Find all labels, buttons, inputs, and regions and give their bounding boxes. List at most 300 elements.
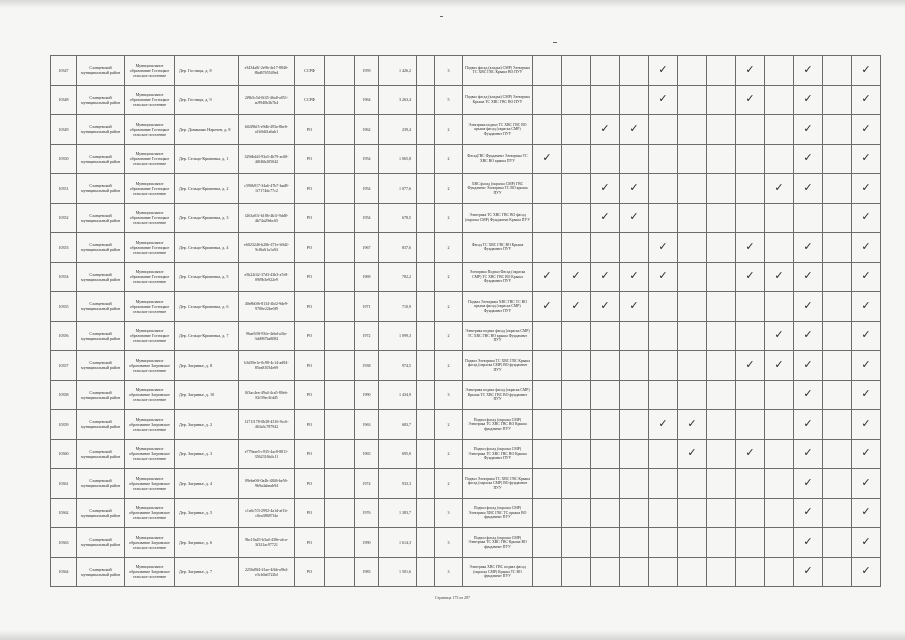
empty-check-cell <box>533 557 562 587</box>
checkmark-icon: ✓ <box>562 262 591 292</box>
checkmark-icon: ✓ <box>736 233 765 263</box>
guid-cell: f263a01f-b186-4b1f-9dd8-4b74a29ebc65 <box>239 203 295 233</box>
empty-check-cell <box>591 144 620 174</box>
empty-check-cell <box>678 557 707 587</box>
checkmark-icon: ✓ <box>620 203 649 233</box>
row-id: 10361 <box>51 469 77 499</box>
empty-check-cell <box>562 203 591 233</box>
area-cell: 1 383,7 <box>379 498 417 528</box>
floors-cell: 2 <box>435 469 463 499</box>
table-row <box>51 144 881 174</box>
empty-check-cell <box>562 321 591 351</box>
checkmark-icon: ✓ <box>794 439 823 469</box>
municipality-cell: Муниципальное образование Загривское сельское поселение <box>125 380 175 410</box>
table-row <box>51 233 881 263</box>
municipality-cell: Муниципальное образование Загривское сельское поселение <box>125 498 175 528</box>
row-id: 10347 <box>51 56 77 86</box>
empty-check-cell <box>533 85 562 115</box>
table-row <box>51 56 881 86</box>
row-id: 10356 <box>51 321 77 351</box>
empty-check-cell <box>765 292 794 322</box>
empty-cell <box>325 380 355 410</box>
municipality-cell: Муниципальное образование Гостицкое сельское поселение <box>125 115 175 145</box>
empty-cell <box>417 115 435 145</box>
fund-type-cell: ССРФ <box>295 56 325 86</box>
empty-check-cell <box>707 115 736 145</box>
empty-check-cell <box>823 380 852 410</box>
checkmark-icon: ✓ <box>852 262 881 292</box>
address-cell: Дер. Доманино Нарочев, д. 8 <box>175 115 239 145</box>
empty-check-cell <box>591 498 620 528</box>
empty-cell <box>417 56 435 86</box>
empty-check-cell <box>707 292 736 322</box>
fund-type-cell: РО <box>295 233 325 263</box>
housing-register-table <box>50 55 881 587</box>
floors-cell: 3 <box>435 528 463 558</box>
scan-edge-top <box>0 0 905 8</box>
empty-check-cell <box>765 498 794 528</box>
fund-type-cell: РО <box>295 557 325 587</box>
district-cell: Сланцевский муниципальный район <box>77 144 125 174</box>
empty-check-cell <box>736 321 765 351</box>
works-cell: Электрика подвал ТС ХВС ГВС ВО крыша фасад (окраска СМР) Фундамент ПУУ <box>463 115 533 145</box>
empty-check-cell <box>649 292 678 322</box>
empty-check-cell <box>707 380 736 410</box>
empty-check-cell <box>591 233 620 263</box>
guid-cell: 40e8b0f6-8134-4bf2-9de9-9786e22be0f9 <box>239 292 295 322</box>
empty-check-cell <box>562 233 591 263</box>
empty-cell <box>417 469 435 499</box>
empty-check-cell <box>533 410 562 440</box>
empty-check-cell <box>620 380 649 410</box>
checkmark-icon: ✓ <box>794 469 823 499</box>
empty-check-cell <box>591 321 620 351</box>
address-cell: Дер. Загривье, д. 10 <box>175 380 239 410</box>
works-cell: Электрика подвал фасад (окраска СМР) ТС ХВС ГВС ВО крыша Фундамент ПУУ <box>463 321 533 351</box>
empty-check-cell <box>591 351 620 381</box>
checkmark-icon: ✓ <box>533 292 562 322</box>
row-id: 10348 <box>51 85 77 115</box>
district-cell: Сланцевский муниципальный район <box>77 528 125 558</box>
area-cell: 678,5 <box>379 203 417 233</box>
empty-check-cell <box>533 115 562 145</box>
empty-check-cell <box>562 174 591 204</box>
empty-check-cell <box>649 439 678 469</box>
fund-type-cell: РО <box>295 439 325 469</box>
works-cell: ФасадГВС Фундамент Электрика ТС ХВС ВО крыша ПУУ <box>463 144 533 174</box>
empty-check-cell <box>707 85 736 115</box>
empty-check-cell <box>649 203 678 233</box>
district-cell: Сланцевский муниципальный район <box>77 174 125 204</box>
empty-check-cell <box>533 498 562 528</box>
works-cell: Подвал фасад (кладка) СМР) Электрика ТС ХВС ГВС Крыша ВО ПУУ <box>463 56 533 86</box>
works-cell: Подвал Электрика ХВС ГВС ТС ВО крыша фасад (окраска СМР) Фундамент ПУУ <box>463 292 533 322</box>
guid-cell: b3d39e1e-0c98-4c14-ad94-85ea81034e69 <box>239 351 295 381</box>
empty-check-cell <box>736 410 765 440</box>
checkmark-icon: ✓ <box>794 410 823 440</box>
empty-check-cell <box>707 410 736 440</box>
empty-check-cell <box>649 557 678 587</box>
checkmark-icon: ✓ <box>649 410 678 440</box>
checkmark-icon: ✓ <box>852 144 881 174</box>
table-row <box>51 292 881 322</box>
empty-cell <box>325 174 355 204</box>
empty-check-cell <box>591 380 620 410</box>
guid-cell: 0f3ac4ea-49a4-4ca5-80eb-82f39ec3fdd5 <box>239 380 295 410</box>
year-cell: 1938 <box>355 351 379 381</box>
year-cell: 1972 <box>355 321 379 351</box>
municipality-cell: Муниципальное образование Гостицкое сельское поселение <box>125 292 175 322</box>
year-cell: 1990 <box>355 380 379 410</box>
scan-mark <box>553 42 557 43</box>
scan-mark <box>440 16 443 17</box>
floors-cell: 2 <box>435 144 463 174</box>
empty-check-cell <box>562 557 591 587</box>
area-cell: 1 099,3 <box>379 321 417 351</box>
checkmark-icon: ✓ <box>852 85 881 115</box>
district-cell: Сланцевский муниципальный район <box>77 233 125 263</box>
checkmark-icon: ✓ <box>620 262 649 292</box>
checkmark-icon: ✓ <box>794 262 823 292</box>
empty-check-cell <box>620 144 649 174</box>
row-id: 10355 <box>51 292 77 322</box>
empty-cell <box>325 233 355 263</box>
empty-check-cell <box>823 469 852 499</box>
row-id: 10358 <box>51 380 77 410</box>
municipality-cell: Муниципальное образование Гостицкое сельское поселение <box>125 262 175 292</box>
checkmark-icon: ✓ <box>852 528 881 558</box>
row-id: 10363 <box>51 528 77 558</box>
row-id: 10359 <box>51 410 77 440</box>
empty-check-cell <box>678 262 707 292</box>
empty-check-cell <box>562 56 591 86</box>
checkmark-icon: ✓ <box>852 203 881 233</box>
address-cell: Дер. Сельцо-Кримовка, д. 5 <box>175 262 239 292</box>
district-cell: Сланцевский муниципальный район <box>77 469 125 499</box>
municipality-cell: Муниципальное образование Загривское сельское поселение <box>125 410 175 440</box>
empty-check-cell <box>562 439 591 469</box>
empty-check-cell <box>707 321 736 351</box>
empty-check-cell <box>707 56 736 86</box>
checkmark-icon: ✓ <box>649 262 678 292</box>
checkmark-icon: ✓ <box>591 115 620 145</box>
works-cell: Электрика подвал фасад (окраска СМР) Крыша ТС ХВС ГВС ВО фундамент ПУУ <box>463 380 533 410</box>
municipality-cell: Муниципальное образование Гостицкое сельское поселение <box>125 321 175 351</box>
empty-check-cell <box>678 174 707 204</box>
floors-cell: 2 <box>435 351 463 381</box>
empty-cell <box>417 498 435 528</box>
empty-cell <box>417 203 435 233</box>
checkmark-icon: ✓ <box>794 321 823 351</box>
checkmark-icon: ✓ <box>794 115 823 145</box>
empty-cell <box>417 557 435 587</box>
empty-check-cell <box>591 528 620 558</box>
table-row <box>51 439 881 469</box>
fund-type-cell: РО <box>295 203 325 233</box>
district-cell: Сланцевский муниципальный район <box>77 321 125 351</box>
row-id: 10350 <box>51 144 77 174</box>
table-row <box>51 115 881 145</box>
empty-cell <box>325 262 355 292</box>
year-cell: 1967 <box>355 233 379 263</box>
table-row <box>51 85 881 115</box>
address-cell: Дер. Сельцо-Кримовка, д. 7 <box>175 321 239 351</box>
table-row <box>51 557 881 587</box>
empty-check-cell <box>620 351 649 381</box>
empty-check-cell <box>823 115 852 145</box>
empty-check-cell <box>823 203 852 233</box>
checkmark-icon: ✓ <box>794 56 823 86</box>
floors-cell: 2 <box>435 262 463 292</box>
guid-cell: 2f9b5c5d-0f45-46a8-a051-ac9940b3b7b4 <box>239 85 295 115</box>
empty-check-cell <box>533 321 562 351</box>
checkmark-icon: ✓ <box>852 410 881 440</box>
row-id: 10364 <box>51 557 77 587</box>
fund-type-cell: РО <box>295 292 325 322</box>
table-row <box>51 410 881 440</box>
empty-cell <box>417 233 435 263</box>
empty-check-cell <box>562 528 591 558</box>
empty-check-cell <box>533 439 562 469</box>
floors-cell: 3 <box>435 380 463 410</box>
empty-check-cell <box>620 557 649 587</box>
checkmark-icon: ✓ <box>533 262 562 292</box>
guid-cell: 1271f178-0b38-4316-9cc6-463a3c787942 <box>239 410 295 440</box>
municipality-cell: Муниципальное образование Загривское сельское поселение <box>125 528 175 558</box>
year-cell: 1976 <box>355 498 379 528</box>
guid-cell: e5b22f42-37d3-43b3-a7e8-09f9b3e922e9 <box>239 262 295 292</box>
guid-cell: e6023246-b20b-471e-b9d2-9c8fa61a1a94 <box>239 233 295 263</box>
empty-check-cell <box>823 262 852 292</box>
fund-type-cell: РО <box>295 528 325 558</box>
address-cell: Дер. Загривье, д. 4 <box>175 469 239 499</box>
empty-cell <box>325 203 355 233</box>
district-cell: Сланцевский муниципальный район <box>77 380 125 410</box>
empty-check-cell <box>591 439 620 469</box>
table-row <box>51 321 881 351</box>
area-cell: 695,0 <box>379 439 417 469</box>
checkmark-icon: ✓ <box>620 174 649 204</box>
empty-cell <box>325 498 355 528</box>
address-cell: Дер. Загривье, д. 2 <box>175 410 239 440</box>
empty-check-cell <box>678 203 707 233</box>
checkmark-icon: ✓ <box>736 85 765 115</box>
municipality-cell: Муниципальное образование Гостицкое сельское поселение <box>125 203 175 233</box>
checkmark-icon: ✓ <box>649 85 678 115</box>
works-cell: ХВС фасад (окраска СМР) ГВС Фундамент Электрика ТС ВО крыша ПУУ <box>463 174 533 204</box>
checkmark-icon: ✓ <box>794 292 823 322</box>
table-row <box>51 351 881 381</box>
empty-check-cell <box>678 351 707 381</box>
guid-cell: 96ae5f0f-93fe-4ebd-a3fa-3dd967ba8082 <box>239 321 295 351</box>
checkmark-icon: ✓ <box>736 439 765 469</box>
area-cell: 239,4 <box>379 115 417 145</box>
municipality-cell: Муниципальное образование Гостицкое сельское поселение <box>125 144 175 174</box>
empty-check-cell <box>562 469 591 499</box>
area-cell: 3 263,4 <box>379 85 417 115</box>
checkmark-icon: ✓ <box>649 233 678 263</box>
empty-check-cell <box>533 380 562 410</box>
fund-type-cell: РО <box>295 321 325 351</box>
empty-check-cell <box>823 321 852 351</box>
empty-check-cell <box>823 439 852 469</box>
guid-cell: c1a6c7f3-2992-4a1d-af1b-c0ea38687f4a <box>239 498 295 528</box>
empty-check-cell <box>823 528 852 558</box>
empty-check-cell <box>533 351 562 381</box>
floors-cell: 3 <box>435 557 463 587</box>
floors-cell: 2 <box>435 439 463 469</box>
empty-cell <box>417 174 435 204</box>
empty-check-cell <box>678 380 707 410</box>
empty-check-cell <box>678 321 707 351</box>
address-cell: Дер. Сельцо-Кримовка, д. 4 <box>175 233 239 263</box>
empty-check-cell <box>562 85 591 115</box>
fund-type-cell: РО <box>295 115 325 145</box>
municipality-cell: Муниципальное образование Гостицкое сельское поселение <box>125 233 175 263</box>
district-cell: Сланцевский муниципальный район <box>77 498 125 528</box>
district-cell: Сланцевский муниципальный район <box>77 56 125 86</box>
row-id: 10357 <box>51 351 77 381</box>
empty-check-cell <box>591 56 620 86</box>
floors-cell: 3 <box>435 56 463 86</box>
works-cell: Электрика ТС ХВС ГВС ВО фасад (окраска СМР) Фундамент Крыша ПУУ <box>463 203 533 233</box>
empty-check-cell <box>736 380 765 410</box>
fund-type-cell: РО <box>295 262 325 292</box>
checkmark-icon: ✓ <box>736 262 765 292</box>
empty-check-cell <box>707 262 736 292</box>
year-cell: 1954 <box>355 203 379 233</box>
empty-check-cell <box>678 292 707 322</box>
empty-check-cell <box>823 174 852 204</box>
empty-check-cell <box>794 203 823 233</box>
checkmark-icon: ✓ <box>620 292 649 322</box>
empty-check-cell <box>823 85 852 115</box>
checkmark-icon: ✓ <box>852 292 881 322</box>
row-id: 10360 <box>51 439 77 469</box>
empty-check-cell <box>620 469 649 499</box>
municipality-cell: Муниципальное образование Гостицкое сельское поселение <box>125 85 175 115</box>
address-cell: Дер. Загривье, д. 8 <box>175 351 239 381</box>
year-cell: 1974 <box>355 469 379 499</box>
district-cell: Сланцевский муниципальный район <box>77 262 125 292</box>
empty-check-cell <box>562 115 591 145</box>
row-id: 10362 <box>51 498 77 528</box>
empty-cell <box>325 410 355 440</box>
empty-check-cell <box>678 528 707 558</box>
empty-check-cell <box>533 174 562 204</box>
empty-check-cell <box>765 85 794 115</box>
empty-check-cell <box>649 528 678 558</box>
district-cell: Сланцевский муниципальный район <box>77 115 125 145</box>
empty-check-cell <box>707 351 736 381</box>
empty-check-cell <box>765 410 794 440</box>
empty-check-cell <box>620 498 649 528</box>
address-cell: Дер. Загривье, д. 7 <box>175 557 239 587</box>
fund-type-cell: РО <box>295 174 325 204</box>
empty-check-cell <box>562 380 591 410</box>
district-cell: Сланцевский муниципальный район <box>77 203 125 233</box>
checkmark-icon: ✓ <box>678 439 707 469</box>
checkmark-icon: ✓ <box>794 351 823 381</box>
empty-cell <box>417 321 435 351</box>
checkmark-icon: ✓ <box>794 528 823 558</box>
empty-check-cell <box>765 380 794 410</box>
checkmark-icon: ✓ <box>591 262 620 292</box>
table-row <box>51 469 881 499</box>
empty-check-cell <box>678 56 707 86</box>
checkmark-icon: ✓ <box>533 144 562 174</box>
empty-check-cell <box>823 498 852 528</box>
fund-type-cell: РО <box>295 410 325 440</box>
floors-cell: 2 <box>435 233 463 263</box>
empty-check-cell <box>765 56 794 86</box>
empty-check-cell <box>591 557 620 587</box>
checkmark-icon: ✓ <box>794 233 823 263</box>
address-cell: Дер. Загривье, д. 5 <box>175 498 239 528</box>
empty-cell <box>417 85 435 115</box>
checkmark-icon: ✓ <box>794 85 823 115</box>
district-cell: Сланцевский муниципальный район <box>77 85 125 115</box>
address-cell: Дер. Гостицы, д. 8 <box>175 56 239 86</box>
year-cell: 1990 <box>355 528 379 558</box>
year-cell: 1954 <box>355 174 379 204</box>
empty-check-cell <box>533 56 562 86</box>
checkmark-icon: ✓ <box>852 469 881 499</box>
checkmark-icon: ✓ <box>649 56 678 86</box>
empty-check-cell <box>620 85 649 115</box>
district-cell: Сланцевский муниципальный район <box>77 439 125 469</box>
empty-check-cell <box>707 144 736 174</box>
checkmark-icon: ✓ <box>591 174 620 204</box>
row-id: 10354 <box>51 262 77 292</box>
area-cell: 1 077,6 <box>379 174 417 204</box>
table-row <box>51 528 881 558</box>
empty-check-cell <box>562 351 591 381</box>
guid-cell: e779aae5-c935-4ac8-8811-3562316b4c11 <box>239 439 295 469</box>
empty-cell <box>325 144 355 174</box>
guid-cell: 329db44f-93a5-4b79-ac68-4f046b205042 <box>239 144 295 174</box>
empty-cell <box>417 262 435 292</box>
checkmark-icon: ✓ <box>765 351 794 381</box>
empty-cell <box>417 439 435 469</box>
works-cell: Подвал Электрика ТС ХВС ГВС Крыша фасад (окраска СМР) ВО фундамент ПУУ <box>463 351 533 381</box>
checkmark-icon: ✓ <box>562 292 591 322</box>
page-footer: Страница 175 из 287 <box>434 595 471 600</box>
area-cell: 837,6 <box>379 233 417 263</box>
address-cell: Дер. Сельцо-Кримовка, д. 3 <box>175 203 239 233</box>
row-id: 10353 <box>51 233 77 263</box>
floors-cell: 2 <box>435 321 463 351</box>
table-row <box>51 174 881 204</box>
year-cell: 1964 <box>355 85 379 115</box>
empty-check-cell <box>707 528 736 558</box>
guid-cell: e3434a0f-2e9b-4e17-8846-8bd6765549e4 <box>239 56 295 86</box>
year-cell: 1959 <box>355 56 379 86</box>
checkmark-icon: ✓ <box>852 115 881 145</box>
checkmark-icon: ✓ <box>678 410 707 440</box>
empty-check-cell <box>765 233 794 263</box>
empty-cell <box>417 292 435 322</box>
fund-type-cell: РО <box>295 498 325 528</box>
empty-check-cell <box>649 115 678 145</box>
checkmark-icon: ✓ <box>591 203 620 233</box>
year-cell: 1969 <box>355 262 379 292</box>
works-cell: Электрика ХВС ГВС подвал фасад (окраска СМР) Крыша ТС ВО фундамент ПУУ <box>463 557 533 587</box>
table-row <box>51 498 881 528</box>
empty-check-cell <box>678 85 707 115</box>
guid-cell: b02f9bf3-e9db-493a-8be6-a1b9d41a6ab1 <box>239 115 295 145</box>
address-cell: Дер. Сельцо-Кримовка, д. 6 <box>175 292 239 322</box>
